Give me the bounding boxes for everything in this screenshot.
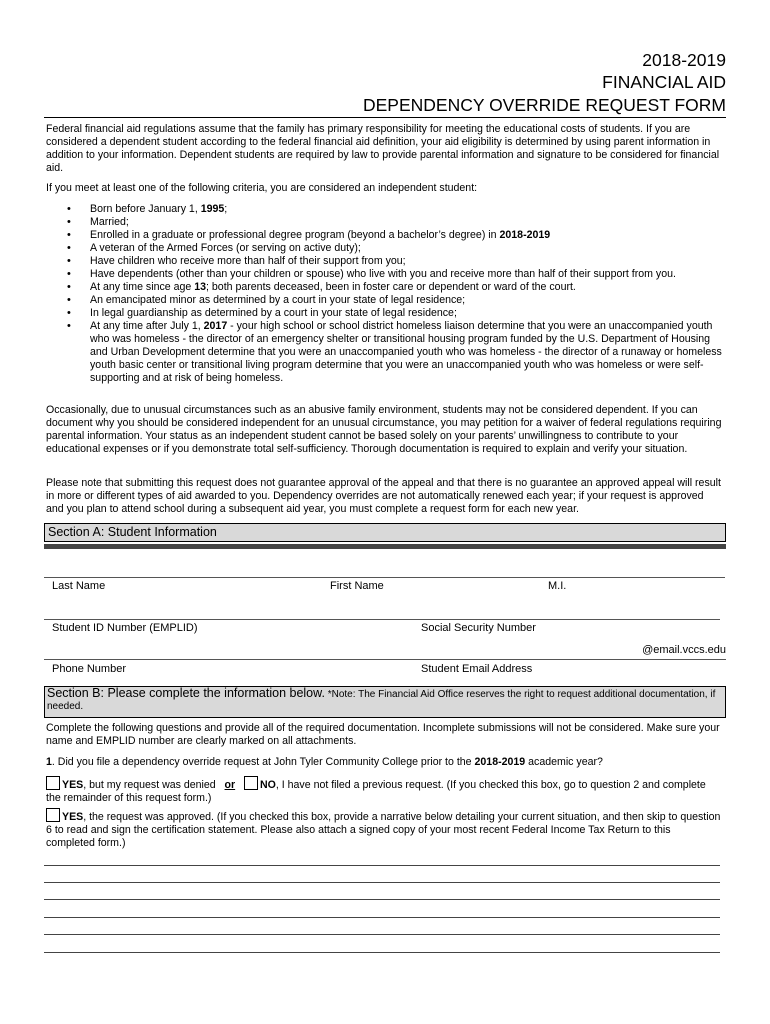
list-item: • Enrolled in a graduate or professional degree program (beyond a bachelor’s degree) in 2018-2019 [67,229,551,241]
title-rule [44,117,726,118]
narrative-line-6[interactable] [44,952,720,953]
question-1: 1. Did you file a dependency override request at John Tyler Community College prior to the 2018-2019 academic year? [46,756,603,768]
list-item: • At any time since age 13; both parents deceased, been in foster care or dependent or ward of the court. [67,281,576,293]
q1-option-row-1: YES, but my request was denied or NO, I have not filed a previous request. (If you checked this box, go to question 2 and complete the remainder of this request form.) [46,776,722,805]
list-item: • Born before January 1, 1995; [67,203,228,215]
bullet-icon: • [67,203,71,215]
section-b-title: Section B: Please complete the information below. [47,686,325,700]
bullet-icon: • [67,307,71,319]
yes-denied-checkbox[interactable] [46,776,60,790]
id-line [44,619,720,620]
no-previous-checkbox[interactable] [244,776,258,790]
list-item: • Have children who receive more than half of their support from you; [67,255,406,267]
narrative-line-3[interactable] [44,899,720,900]
section-a-divider [44,544,726,549]
form-title: DEPENDENCY OVERRIDE REQUEST FORM [362,95,726,115]
name-line [44,577,725,578]
section-a-header: Section A: Student Information [44,523,726,542]
list-item: • Married; [67,216,129,228]
unusual-circumstances-paragraph: Occasionally, due to unusual circumstances such as an abusive family environment, students may not be considered dependent. If you can document why you should be considered independent for an unusual circumstance, you may petition for a waiver of federal regulations requiring parental information. Your status as an independent student cannot be based solely on your parents’ unwillingness to contribute to your educational expenses or if you demonstrate total self-sufficiency. Thorough documentation is required to explain and verify your situation. [46,404,722,455]
narrative-line-1[interactable] [44,865,720,866]
intro-paragraph: Federal financial aid regulations assume that the family has primary responsibility for meeting the educational costs of students. If you are considered a dependent student according to the federal financial aid definition, your aid eligibility is determined by using parent information in addition to your information. Dependent students are required by law to provide parental information and signature to be considered for financial aid. [46,123,720,174]
first-name-label: First Name [330,580,384,592]
list-item: • An emancipated minor as determined by a court in your state of legal residence; [67,294,466,306]
please-note-paragraph: Please note that submitting this request does not guarantee approval of the appeal and that there is no guarantee an approved appeal will result in more or different types of aid awarded to you. Dependency overrides are not automatically renewed each year; if your request is approved and you plan to attend school during a subsequent aid year, you must complete a request form for each new year. [46,477,721,515]
phone-label: Phone Number [52,663,126,675]
bullet-icon: • [67,320,71,332]
yes-approved-checkbox[interactable] [46,808,60,822]
list-item: • A veteran of the Armed Forces (or serving on active duty); [67,242,361,254]
form-subtitle: FINANCIAL AID [602,72,726,92]
last-name-label: Last Name [52,580,106,592]
bullet-icon: • [67,242,71,254]
section-b-header [44,686,726,718]
bullet-icon: • [67,294,71,306]
criteria-list [46,203,722,385]
list-item: • At any time after July 1, 2017 - your high school or school district homeless liaison determine that you were an unaccompanied youth who was homeless - the director of an emergency shelter or transitional housing program funded by the U.S. Department of Housing and Urban Development determine that you were an unaccompanied youth who was homeless - the director of a runaway or homeless youth basic center or transitional living program determine that you were an unaccompanied youth who was homeless or were self-supporting and at risk of being homeless. [67,320,722,384]
bullet-icon: • [67,268,71,280]
criteria-intro: If you meet at least one of the following criteria, you are considered an independent student: [46,182,478,194]
student-id-label: Student ID Number (EMPLID) [52,622,198,634]
email-domain: @email.vccs.edu [642,644,726,656]
bullet-icon: • [67,216,71,228]
bullet-icon: • [67,281,71,293]
narrative-line-4[interactable] [44,917,720,918]
q1-option-row-2: YES, the request was approved. (If you checked this box, provide a narrative below detailing your current situation, and then skip to question 6 to read and sign the certification statement. Please also attach a signed copy of your most recent Federal Income Tax Return to this completed form.) [46,808,722,850]
phone-line [44,659,726,660]
narrative-line-2[interactable] [44,882,720,883]
section-b-note: *Note: The Financial Aid Office reserves the right to request additional documentation, if needed. [47,689,716,712]
list-item: • Have dependents (other than your children or spouse) who live with you and receive more than half of their support from you. [67,268,676,280]
mi-label: M.I. [548,580,567,592]
narrative-line-5[interactable] [44,934,720,935]
list-item: • In legal guardianship as determined by a court in your state of legal residence; [67,307,457,319]
bullet-icon: • [67,255,71,267]
bullet-icon: • [67,229,71,241]
section-b-instructions: Complete the following questions and provide all of the required documentation. Incomplete submissions will not be considered. Make sure your name and EMPLID number are clearly marked on all attachments. [46,722,720,747]
ssn-label: Social Security Number [421,622,536,634]
student-email-label: Student Email Address [421,663,533,675]
form-year: 2018-2019 [642,50,726,70]
